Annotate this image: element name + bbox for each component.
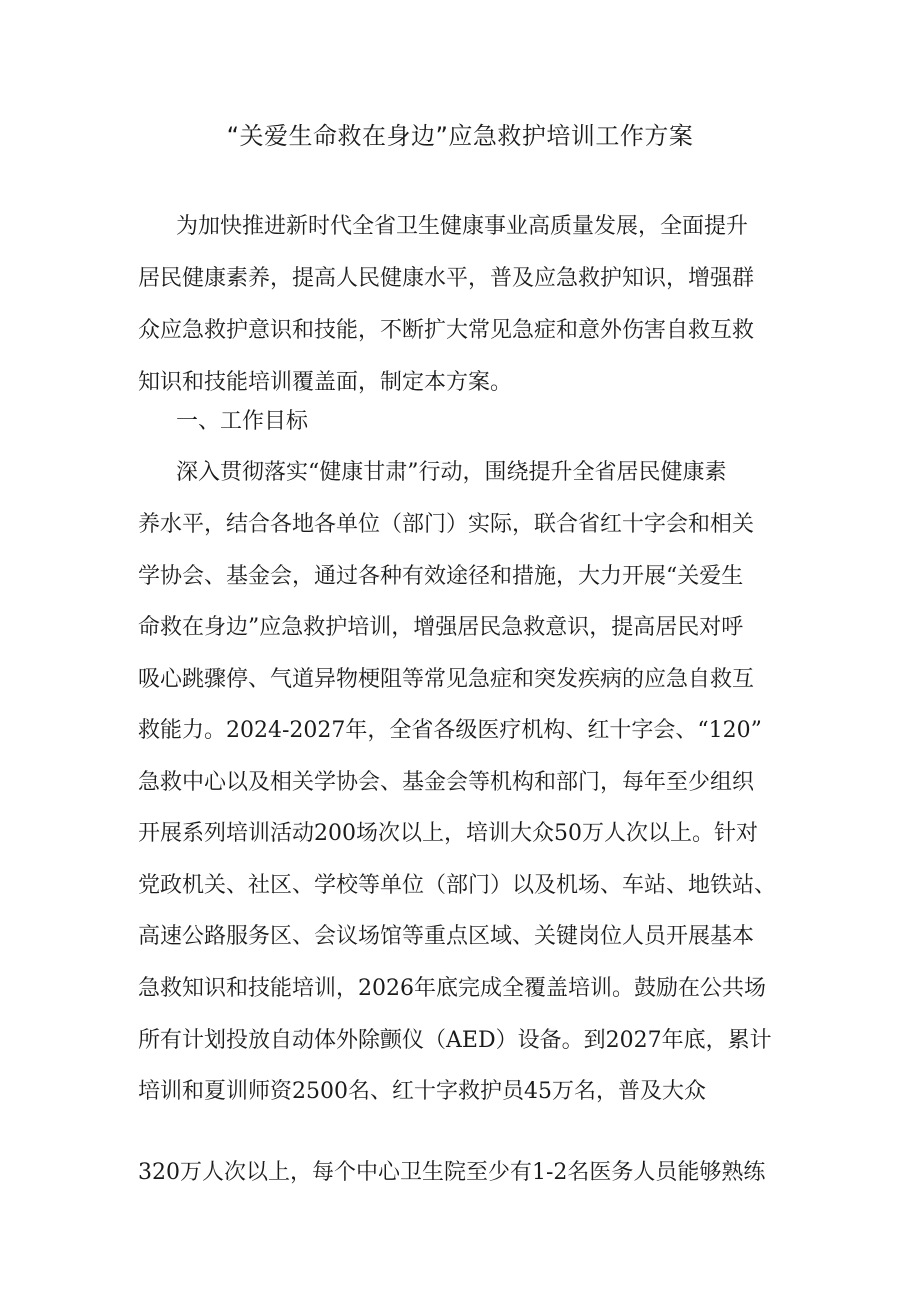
paragraph-line: 急救知识和技能培训，2026年底完成全覆盖培训。鼓励在公共场	[138, 976, 766, 1001]
paragraph-line: 急救中心以及相关学协会、基金会等机构和部门，每年至少组织	[138, 770, 755, 795]
paragraph-line: 320万人次以上，每个中心卫生院至少有1-2名医务人员能够熟练	[138, 1160, 766, 1185]
section-heading: 一、工作目标	[176, 409, 309, 434]
paragraph-line: 培训和夏训师资2500名、红十字救护员45万名，普及大众	[138, 1079, 706, 1104]
paragraph-line: 居民健康素养，提高人民健康水平，普及应急救护知识，增强群	[138, 266, 755, 291]
paragraph-line: 命救在身边”应急救护培训，增强居民急救意识，提高居民对呼	[138, 615, 744, 640]
paragraph-line: 众应急救护意识和技能，不断扩大常见急症和意外伤害自救互救	[138, 318, 755, 343]
paragraph-line: 救能力。2024-2027年，全省各级医疗机构、红十字会、“120”	[138, 718, 762, 743]
paragraph-line: 为加快推进新时代全省卫生健康事业高质量发展，全面提升	[176, 214, 749, 239]
paragraph-line: 养水平，结合各地各单位（部门）实际，联合省红十字会和相关	[138, 512, 755, 537]
paragraph-line: 深入贯彻落实“健康甘肃”行动，围绕提升全省居民健康素	[176, 460, 727, 485]
paragraph-line: 知识和技能培训覆盖面，制定本方案。	[138, 370, 513, 395]
document-title: “关爱生命救在身边”应急救护培训工作方案	[226, 122, 694, 150]
paragraph-line: 高速公路服务区、会议场馆等重点区域、关键岗位人员开展基本	[138, 924, 755, 949]
paragraph-line: 开展系列培训活动200场次以上，培训大众50万人次以上。针对	[138, 821, 758, 846]
paragraph-line: 学协会、基金会，通过各种有效途径和措施，大力开展“关爱生	[138, 564, 744, 589]
paragraph-line: 所有计划投放自动体外除颤仪（AED）设备。到2027年底，累计	[138, 1028, 772, 1053]
paragraph-line: 吸心跳骤停、气道异物梗阻等常见急症和突发疾病的应急自救互	[138, 667, 755, 692]
paragraph-line: 党政机关、社区、学校等单位（部门）以及机场、车站、地铁站、	[138, 873, 777, 898]
